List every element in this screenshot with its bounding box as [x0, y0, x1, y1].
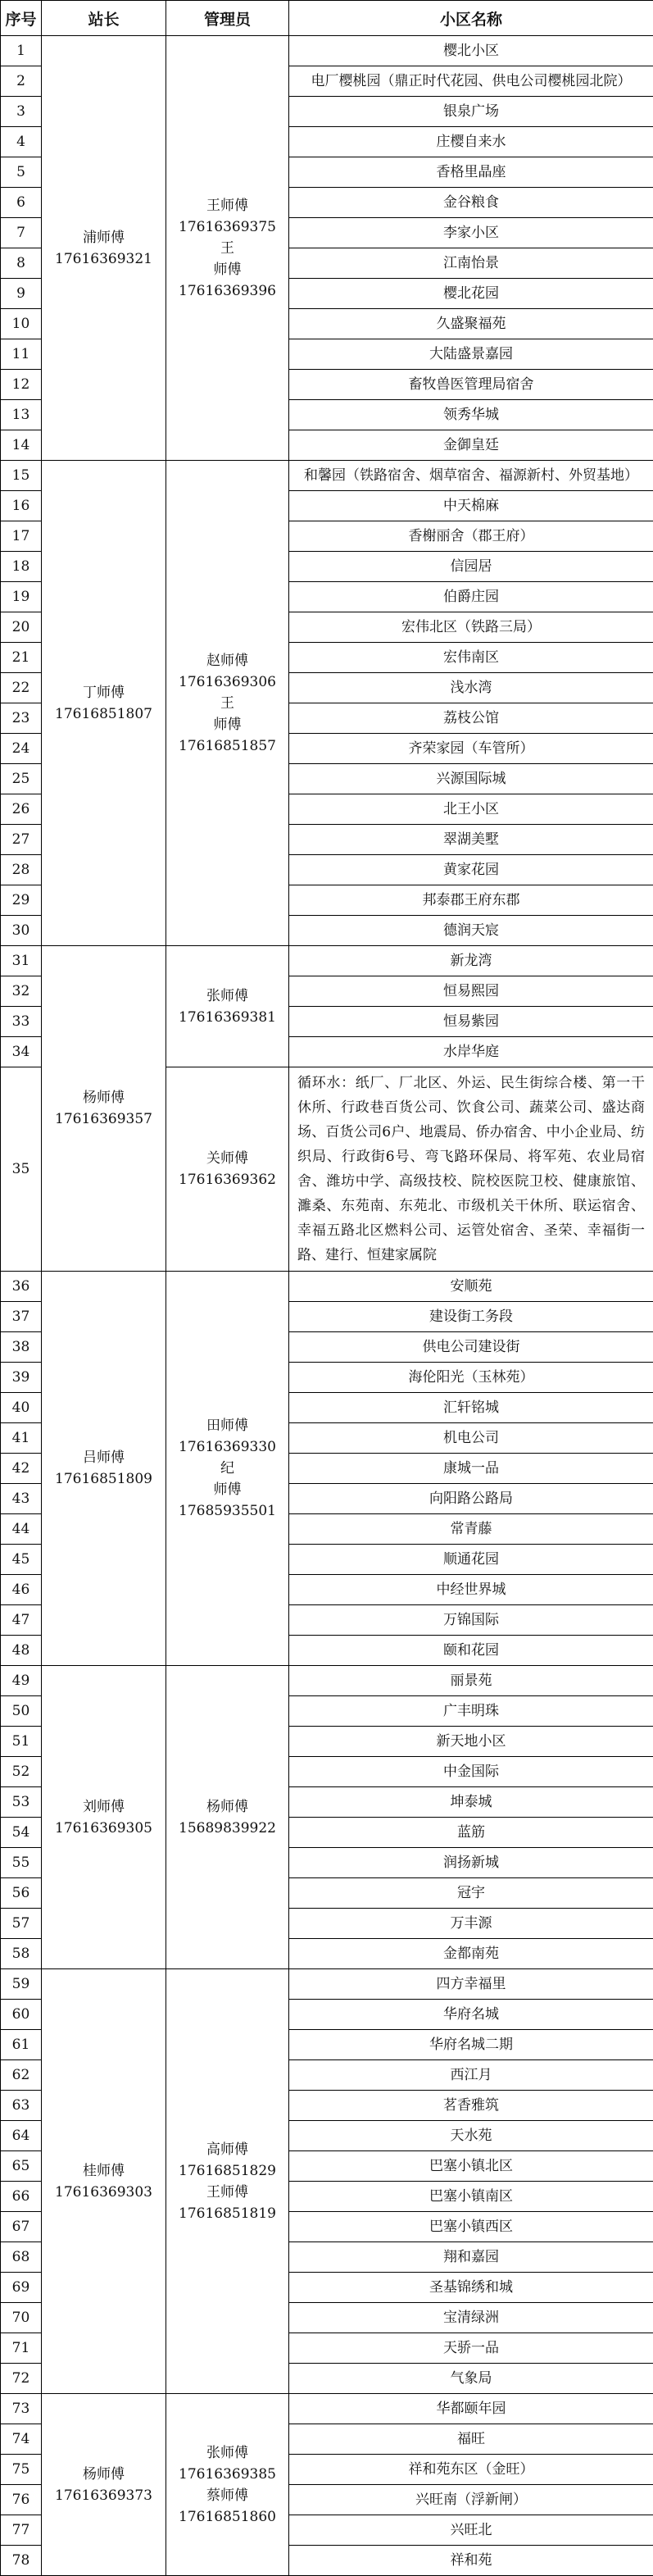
- row-seq: 16: [1, 491, 42, 521]
- station-master-name: 浦师傅: [47, 227, 161, 248]
- row-seq: 73: [1, 2394, 42, 2424]
- community-name: 天骄一品: [289, 2333, 653, 2364]
- roster-body: [1, 36, 653, 2576]
- station-master-cell: [42, 1272, 166, 1666]
- community-name: 常青藤: [289, 1514, 653, 1545]
- community-name: 浅水湾: [289, 673, 653, 703]
- table-row: [1, 1666, 653, 1696]
- community-name: 樱北花园: [289, 279, 653, 309]
- manager-line: 17616369330 纪: [171, 1436, 283, 1479]
- manager-line: 17616369375 王: [171, 216, 283, 259]
- row-seq: 59: [1, 1969, 42, 2000]
- manager-cell: [166, 2394, 289, 2576]
- community-name: 蓝筋: [289, 1818, 653, 1848]
- row-seq: 3: [1, 97, 42, 127]
- row-seq: 78: [1, 2546, 42, 2576]
- station-master-phone: 17616369305: [47, 1818, 161, 1839]
- community-name: 久盛聚福苑: [289, 309, 653, 339]
- station-master-phone: 17616851809: [47, 1468, 161, 1490]
- row-seq: 50: [1, 1696, 42, 1727]
- row-seq: 67: [1, 2212, 42, 2242]
- manager-line: 17616851829: [171, 2160, 283, 2182]
- table-row: [1, 36, 653, 66]
- station-master-cell: [42, 946, 166, 1272]
- station-master-cell: [42, 1666, 166, 1969]
- community-name: 宏伟北区（铁路三局）: [289, 612, 653, 643]
- manager-line: 17616369396: [171, 280, 283, 302]
- community-name: 大陆盛景嘉园: [289, 339, 653, 370]
- row-seq: 41: [1, 1423, 42, 1454]
- community-name: 茗香雅筑: [289, 2091, 653, 2121]
- community-name: 润扬新城: [289, 1848, 653, 1878]
- community-name: 伯爵庄园: [289, 582, 653, 612]
- row-seq: 2: [1, 66, 42, 97]
- row-seq: 58: [1, 1939, 42, 1969]
- manager-line: 张师傅: [171, 985, 283, 1007]
- manager-line: 高师傅: [171, 2139, 283, 2160]
- community-name: 翔和嘉园: [289, 2242, 653, 2273]
- row-seq: 11: [1, 339, 42, 370]
- row-seq: 60: [1, 2000, 42, 2030]
- row-seq: 77: [1, 2515, 42, 2546]
- table-row: [1, 1272, 653, 1302]
- community-name: 循环水：纸厂、厂北区、外运、民生街综合楼、第一干休所、行政巷百货公司、饮食公司、蔬菜公司、盛达商场、百货公司6户、地震局、侨办宿舍、中小企业局、纺织局、行政街6号、弯飞路环保局、将军苑、农业局宿舍、潍坊中学、高级技校、院校医院卫校、健康旅馆、濉桑、东苑南、东苑北、市级机关干休所、联运宿舍、幸福五路北区燃料公司、运管处宿舍、圣荣、幸福街一路、建行、恒建家属院: [289, 1067, 653, 1272]
- manager-line: 17616369306 王: [171, 671, 283, 714]
- row-seq: 64: [1, 2121, 42, 2151]
- manager-cell: [166, 1272, 289, 1666]
- manager-cell: [166, 1067, 289, 1272]
- community-name: 兴旺北: [289, 2515, 653, 2546]
- community-name: 康城一品: [289, 1454, 653, 1484]
- row-seq: 15: [1, 461, 42, 491]
- row-seq: 74: [1, 2424, 42, 2455]
- community-name: 中金国际: [289, 1757, 653, 1787]
- community-name: 气象局: [289, 2364, 653, 2394]
- manager-line: 王师傅: [171, 195, 283, 216]
- community-name: 德润天宸: [289, 916, 653, 946]
- manager-cell: [166, 1969, 289, 2394]
- manager-line: 赵师傅: [171, 650, 283, 671]
- community-name: 畜牧兽医管理局宿舍: [289, 370, 653, 400]
- row-seq: 76: [1, 2485, 42, 2515]
- community-name: 新龙湾: [289, 946, 653, 976]
- row-seq: 53: [1, 1787, 42, 1818]
- row-seq: 65: [1, 2151, 42, 2182]
- row-seq: 28: [1, 855, 42, 885]
- community-name: 和馨园（铁路宿舍、烟草宿舍、福源新村、外贸基地）: [289, 461, 653, 491]
- community-name: 黄家花园: [289, 855, 653, 885]
- community-name: 万锦国际: [289, 1605, 653, 1636]
- row-seq: 62: [1, 2060, 42, 2091]
- row-seq: 36: [1, 1272, 42, 1302]
- community-name: 翠湖美墅: [289, 825, 653, 855]
- row-seq: 8: [1, 248, 42, 279]
- manager-line: 关师傅: [171, 1148, 283, 1169]
- community-name: 祥和苑东区（金旺）: [289, 2455, 653, 2485]
- community-name: 中经世界城: [289, 1575, 653, 1605]
- community-name: 华都颐年园: [289, 2394, 653, 2424]
- row-seq: 29: [1, 885, 42, 916]
- station-master-phone: 17616369373: [47, 2485, 161, 2506]
- station-master-name: 杨师傅: [47, 2464, 161, 2485]
- row-seq: 9: [1, 279, 42, 309]
- row-seq: 46: [1, 1575, 42, 1605]
- row-seq: 75: [1, 2455, 42, 2485]
- row-seq: 54: [1, 1818, 42, 1848]
- row-seq: 44: [1, 1514, 42, 1545]
- manager-line: 杨师傅: [171, 1796, 283, 1818]
- community-name: 西江月: [289, 2060, 653, 2091]
- row-seq: 31: [1, 946, 42, 976]
- row-seq: 48: [1, 1636, 42, 1666]
- row-seq: 21: [1, 643, 42, 673]
- row-seq: 68: [1, 2242, 42, 2273]
- manager-line: 15689839922: [171, 1818, 283, 1839]
- community-name: 中天棉麻: [289, 491, 653, 521]
- manager-line: 张师傅: [171, 2442, 283, 2464]
- community-name: 汇轩铭城: [289, 1393, 653, 1423]
- row-seq: 70: [1, 2303, 42, 2333]
- community-name: 华府名城: [289, 2000, 653, 2030]
- community-name: 安顺苑: [289, 1272, 653, 1302]
- community-name: 金谷粮食: [289, 188, 653, 218]
- community-name: 机电公司: [289, 1423, 653, 1454]
- row-seq: 35: [1, 1067, 42, 1272]
- community-name: 坤泰城: [289, 1787, 653, 1818]
- station-master-name: 桂师傅: [47, 2160, 161, 2182]
- row-seq: 23: [1, 703, 42, 734]
- header-station-master: 站长: [42, 1, 166, 36]
- community-name: 丽景苑: [289, 1666, 653, 1696]
- manager-line: 蔡师傅: [171, 2485, 283, 2506]
- station-master-name: 丁师傅: [47, 682, 161, 703]
- community-name: 电厂樱桃园（鼎正时代花园、供电公司樱桃园北院）: [289, 66, 653, 97]
- row-seq: 25: [1, 764, 42, 794]
- table-row: [1, 461, 653, 491]
- row-seq: 57: [1, 1909, 42, 1939]
- community-name: 宏伟南区: [289, 643, 653, 673]
- row-seq: 49: [1, 1666, 42, 1696]
- station-master-phone: 17616369357: [47, 1108, 161, 1130]
- row-seq: 38: [1, 1332, 42, 1363]
- station-master-cell: [42, 461, 166, 946]
- community-name: 水岸华庭: [289, 1037, 653, 1067]
- community-name: 庄樱自来水: [289, 127, 653, 157]
- row-seq: 10: [1, 309, 42, 339]
- community-name: 恒易熙园: [289, 976, 653, 1007]
- row-seq: 17: [1, 521, 42, 552]
- row-seq: 71: [1, 2333, 42, 2364]
- community-name: 新天地小区: [289, 1727, 653, 1757]
- community-name: 广丰明珠: [289, 1696, 653, 1727]
- community-name: 福旺: [289, 2424, 653, 2455]
- header-seq: 序号: [1, 1, 42, 36]
- community-name: 恒易紫园: [289, 1007, 653, 1037]
- community-name: 邦泰郡王府东郡: [289, 885, 653, 916]
- row-seq: 7: [1, 218, 42, 248]
- manager-line: 师傅: [171, 714, 283, 735]
- community-name: 江南怡景: [289, 248, 653, 279]
- row-seq: 26: [1, 794, 42, 825]
- row-seq: 19: [1, 582, 42, 612]
- row-seq: 18: [1, 552, 42, 582]
- manager-line: 王师傅: [171, 2182, 283, 2203]
- community-name: 海伦阳光（玉林苑）: [289, 1363, 653, 1393]
- station-master-name: 刘师傅: [47, 1796, 161, 1818]
- row-seq: 61: [1, 2030, 42, 2060]
- station-master-cell: [42, 2394, 166, 2576]
- row-seq: 45: [1, 1545, 42, 1575]
- community-name: 颐和花园: [289, 1636, 653, 1666]
- manager-line: 17616851857: [171, 735, 283, 757]
- header-manager: 管理员: [166, 1, 289, 36]
- table-row: [1, 2394, 653, 2424]
- row-seq: 42: [1, 1454, 42, 1484]
- community-name: 天水苑: [289, 2121, 653, 2151]
- community-name: 李家小区: [289, 218, 653, 248]
- row-seq: 34: [1, 1037, 42, 1067]
- community-name: 香格里晶座: [289, 157, 653, 188]
- header-row: [1, 1, 653, 36]
- community-name: 荔枝公馆: [289, 703, 653, 734]
- station-master-phone: 17616851807: [47, 703, 161, 725]
- community-name: 金都南苑: [289, 1939, 653, 1969]
- community-name: 供电公司建设街: [289, 1332, 653, 1363]
- manager-line: 17616369381: [171, 1007, 283, 1028]
- community-name: 圣基锦绣和城: [289, 2273, 653, 2303]
- row-seq: 12: [1, 370, 42, 400]
- row-seq: 32: [1, 976, 42, 1007]
- community-name: 万丰源: [289, 1909, 653, 1939]
- station-master-name: 杨师傅: [47, 1087, 161, 1108]
- manager-line: 17616369362: [171, 1169, 283, 1190]
- manager-line: 17616851860: [171, 2506, 283, 2528]
- community-name: 银泉广场: [289, 97, 653, 127]
- community-name: 顺通花园: [289, 1545, 653, 1575]
- row-seq: 1: [1, 36, 42, 66]
- community-name: 领秀华城: [289, 400, 653, 430]
- row-seq: 22: [1, 673, 42, 703]
- community-name: 巴塞小镇北区: [289, 2151, 653, 2182]
- row-seq: 52: [1, 1757, 42, 1787]
- row-seq: 51: [1, 1727, 42, 1757]
- manager-line: 田师傅: [171, 1415, 283, 1436]
- manager-line: 17616851819: [171, 2203, 283, 2224]
- community-name: 巴塞小镇西区: [289, 2212, 653, 2242]
- manager-line: 17685935501: [171, 1500, 283, 1522]
- row-seq: 72: [1, 2364, 42, 2394]
- community-name: 金御皇廷: [289, 430, 653, 461]
- row-seq: 43: [1, 1484, 42, 1514]
- manager-cell: [166, 946, 289, 1067]
- row-seq: 37: [1, 1302, 42, 1332]
- community-name: 向阳路公路局: [289, 1484, 653, 1514]
- row-seq: 69: [1, 2273, 42, 2303]
- community-name: 香榭丽舍（郡王府）: [289, 521, 653, 552]
- community-name: 巴塞小镇南区: [289, 2182, 653, 2212]
- row-seq: 20: [1, 612, 42, 643]
- station-master-cell: [42, 1969, 166, 2394]
- community-name: 宝清绿洲: [289, 2303, 653, 2333]
- manager-cell: [166, 461, 289, 946]
- community-name: 齐荣家园（车管所）: [289, 734, 653, 764]
- community-name: 四方幸福里: [289, 1969, 653, 2000]
- community-name: 建设街工务段: [289, 1302, 653, 1332]
- row-seq: 5: [1, 157, 42, 188]
- community-name: 兴旺南（浮新闸）: [289, 2485, 653, 2515]
- community-name: 祥和苑: [289, 2546, 653, 2576]
- community-name: 信园居: [289, 552, 653, 582]
- station-master-name: 吕师傅: [47, 1447, 161, 1468]
- row-seq: 47: [1, 1605, 42, 1636]
- community-name: 兴源国际城: [289, 764, 653, 794]
- station-master-phone: 17616369321: [47, 248, 161, 270]
- community-name: 华府名城二期: [289, 2030, 653, 2060]
- header-community: 小区名称: [289, 1, 653, 36]
- row-seq: 63: [1, 2091, 42, 2121]
- manager-line: 师傅: [171, 1479, 283, 1500]
- row-seq: 66: [1, 2182, 42, 2212]
- station-master-phone: 17616369303: [47, 2182, 161, 2203]
- table-row: [1, 946, 653, 976]
- manager-line: 师傅: [171, 259, 283, 280]
- community-name: 冠宇: [289, 1878, 653, 1909]
- row-seq: 39: [1, 1363, 42, 1393]
- manager-cell: [166, 36, 289, 461]
- row-seq: 56: [1, 1878, 42, 1909]
- station-master-cell: [42, 36, 166, 461]
- manager-line: 17616369385: [171, 2464, 283, 2485]
- community-name: 北王小区: [289, 794, 653, 825]
- table-row: [1, 1969, 653, 2000]
- community-name: 樱北小区: [289, 36, 653, 66]
- row-seq: 27: [1, 825, 42, 855]
- row-seq: 33: [1, 1007, 42, 1037]
- row-seq: 6: [1, 188, 42, 218]
- row-seq: 30: [1, 916, 42, 946]
- row-seq: 55: [1, 1848, 42, 1878]
- row-seq: 24: [1, 734, 42, 764]
- row-seq: 40: [1, 1393, 42, 1423]
- manager-cell: [166, 1666, 289, 1969]
- row-seq: 13: [1, 400, 42, 430]
- row-seq: 14: [1, 430, 42, 461]
- row-seq: 4: [1, 127, 42, 157]
